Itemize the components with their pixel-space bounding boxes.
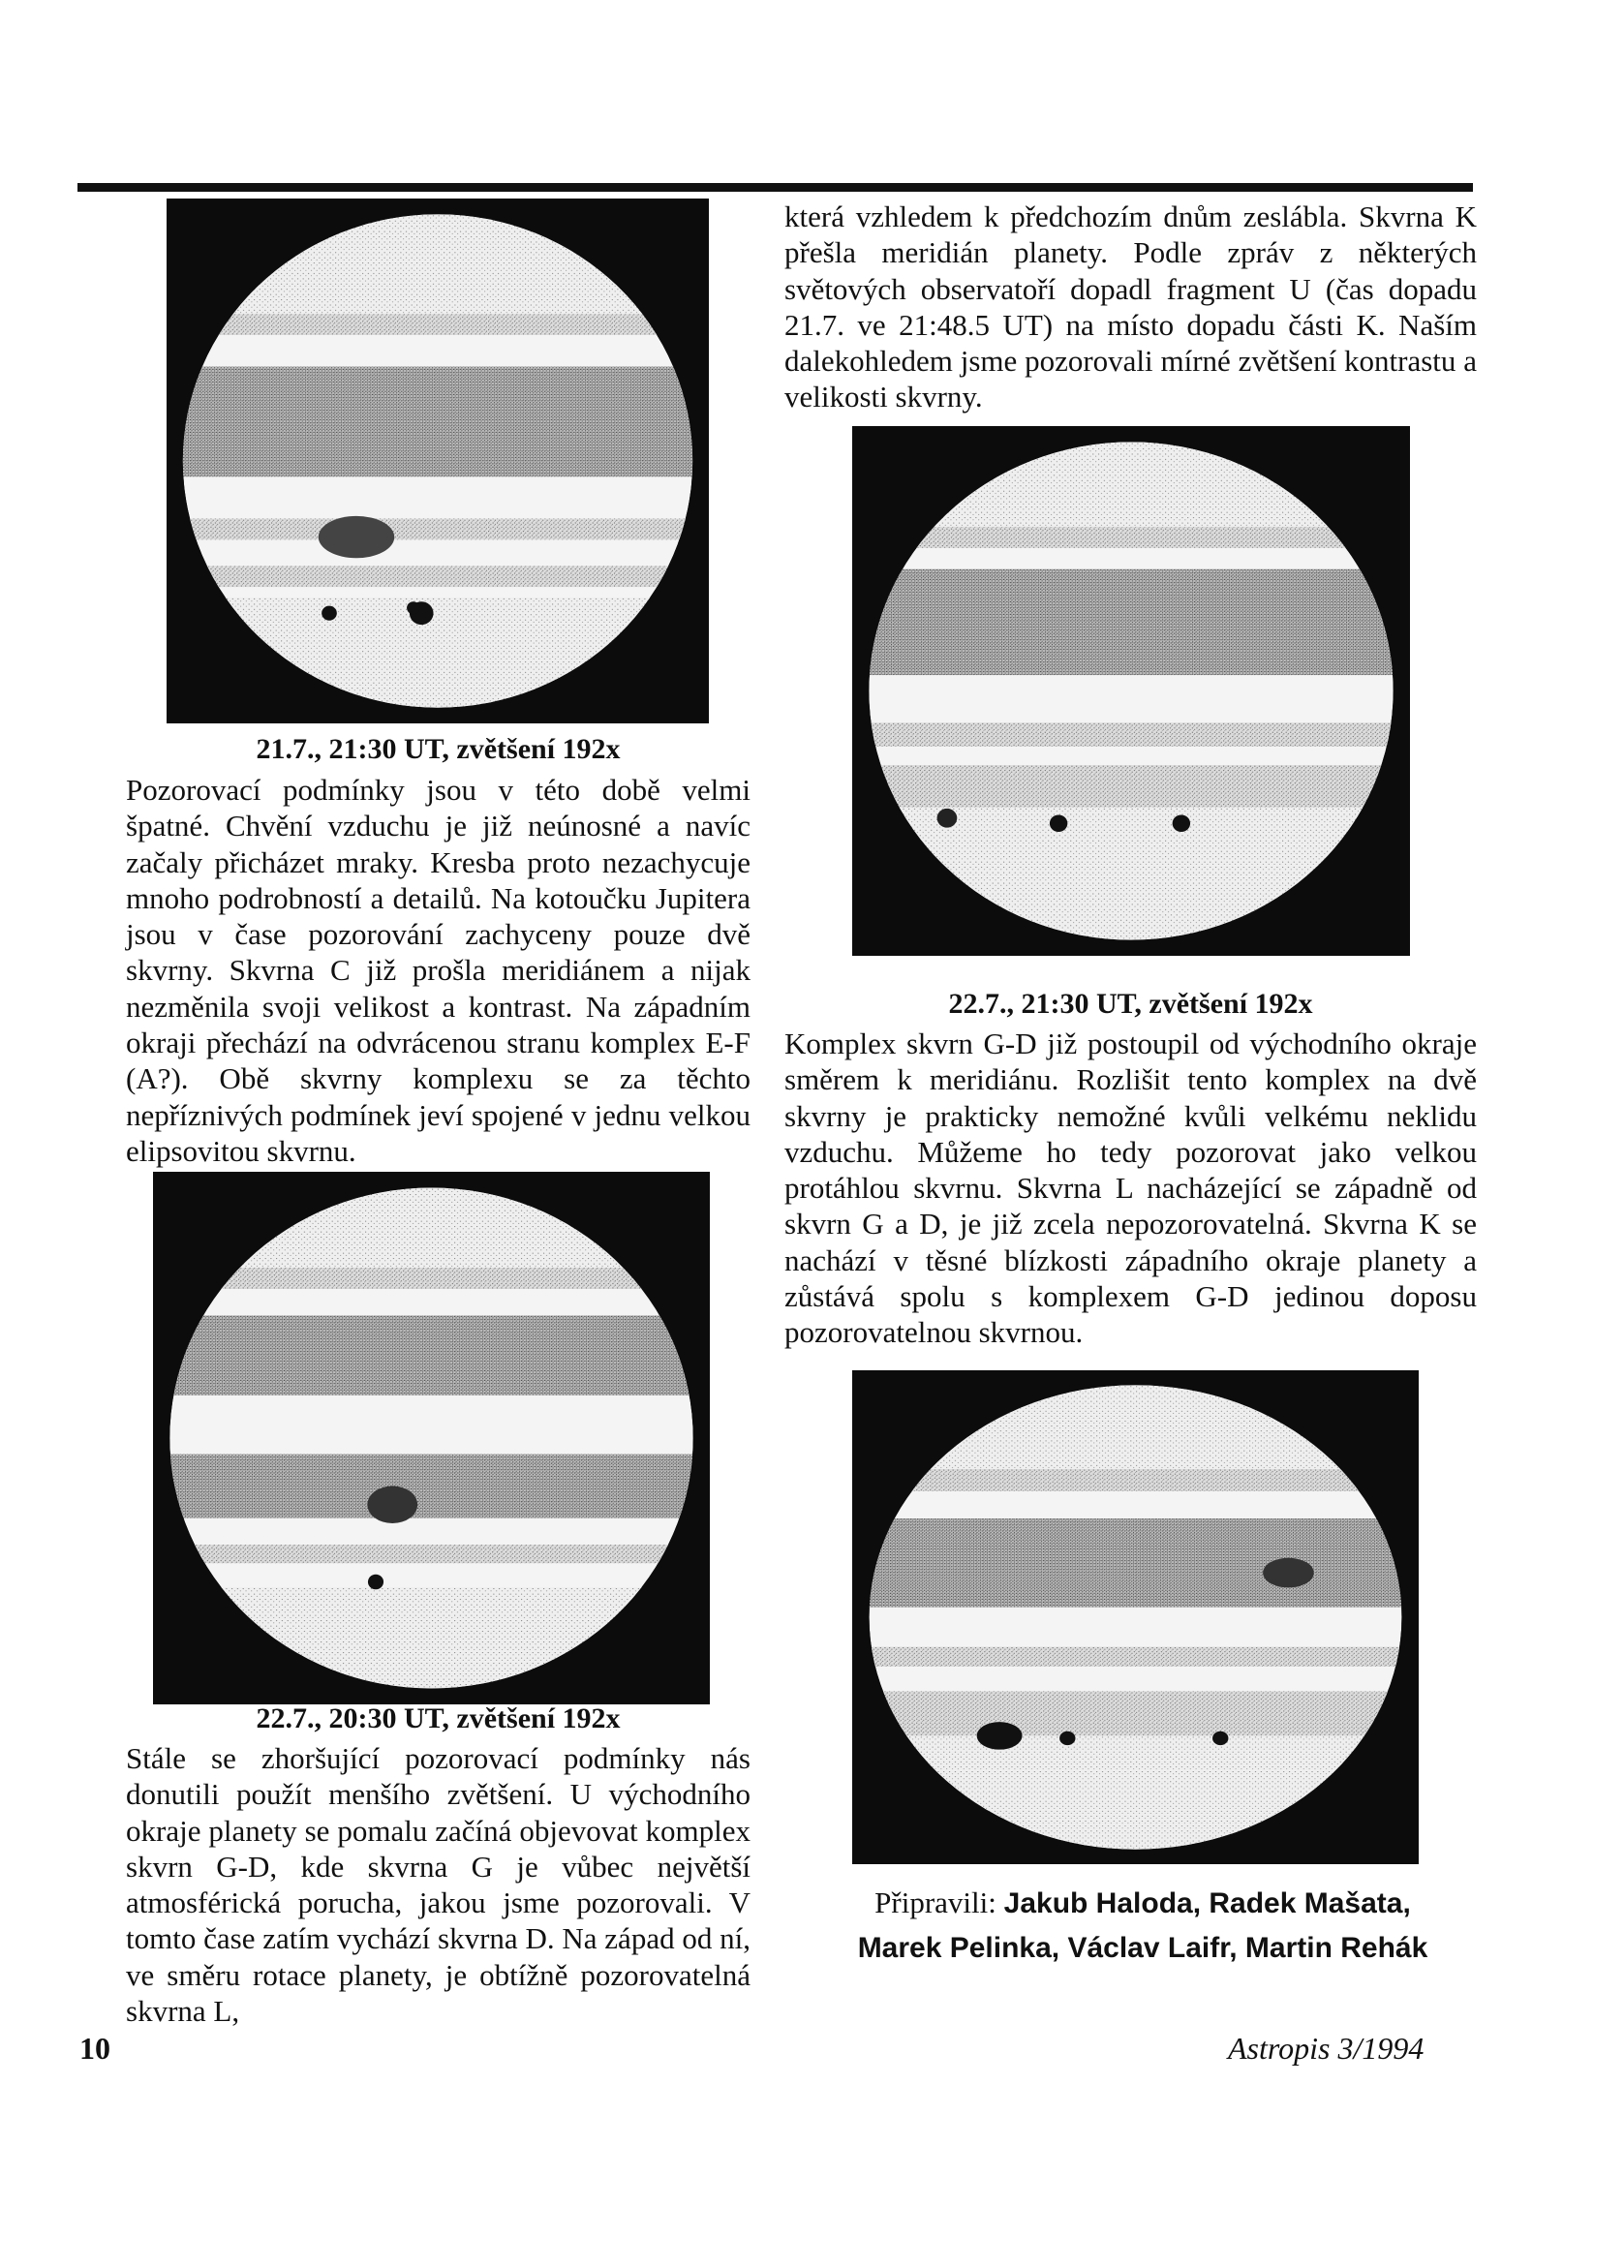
jupiter-drawing-2 (153, 1172, 710, 1704)
jupiter-disk-2 (153, 1172, 710, 1704)
paragraph-3: která vzhledem k předchozím dnům zeslábla. Skvrna K přešla meridián planety. Podle zpráv z některých světových observatoří dopadl fragment U (čas dopadu 21.7. ve 21:48.5 UT) na místo dopadu části K. Naším dalekohledem jsme pozorovali mírné zvětšení kontrastu a velikosti skvrny. (784, 199, 1477, 414)
caption-3: 22.7., 21:30 UT, zvětšení 192x (948, 988, 1313, 1020)
credits (804, 1881, 1482, 1971)
jupiter-disk-1 (167, 199, 709, 723)
paragraph-2: Stále se zhoršující pozorovací podmínky nás donutili použít menšího zvětšení. U východního okraje planety se pomalu začíná objevovat komplex skvrn G-D, kde skvrna G je vůbec největší atmosférická porucha, jakou jsme pozorovali. V tomto čase zatím vychází skvrna D. Na západ od ní, ve směru rotace planety, je obtížně pozorovatelná skvrna L, (126, 1741, 751, 2029)
jupiter-drawing-1 (167, 199, 709, 723)
credits-label: Připravili: (874, 1885, 996, 1919)
jupiter-disk-4 (852, 1370, 1419, 1864)
jupiter-drawing-4 (852, 1370, 1419, 1864)
jupiter-disk-3 (852, 426, 1410, 956)
paragraph-4: Komplex skvrn G-D již postoupil od východního okraje směrem k meridiánu. Rozlišit tento komplex na dvě skvrny je prakticky nemožné kvůli velkému neklidu vzduchu. Můžeme ho tedy pozorovat jako velkou protáhlou skvrnu. Skvrna L nacházející se západně od skvrn G a D, je již zcela nepozorovatelná. Skvrna K se nachází v těsné blízkosti západního okraje planety a zůstává spolu s komplexem G-D jedinou doposu pozorovatelnou skvrnou. (784, 1027, 1477, 1350)
jupiter-drawing-3 (852, 426, 1410, 956)
credits-names-line1: Jakub Haloda, Radek Mašata, (1003, 1887, 1411, 1919)
credits-names-line2: Marek Pelinka, Václav Laifr, Martin Rehák (857, 1932, 1428, 1964)
caption-1: 21.7., 21:30 UT, zvětšení 192x (256, 733, 621, 765)
journal-name: Astropis 3/1994 (1228, 2031, 1425, 2066)
paragraph-1: Pozorovací podmínky jsou v této době velmi špatné. Chvění vzduchu je již neúnosné a navíc začaly přicházet mraky. Kresba proto nezachycuje mnoho podrobností a detailů. Na kotoučku Jupitera jsou v čase pozorování zachyceny pouze dvě skvrny. Skvrna C již prošla meridiánem a nijak nezměnila svoji velikost a kontrast. Na západním okraji přechází na odvrácenou stranu komplex E-F (A?). Obě skvrny komplexu se za těchto nepříznivých podmínek jeví spojené v jednu velkou elipsovitou skvrnu. (126, 773, 751, 1168)
page-number: 10 (79, 2031, 110, 2066)
top-rule (77, 183, 1473, 192)
caption-2: 22.7., 20:30 UT, zvětšení 192x (256, 1702, 621, 1734)
